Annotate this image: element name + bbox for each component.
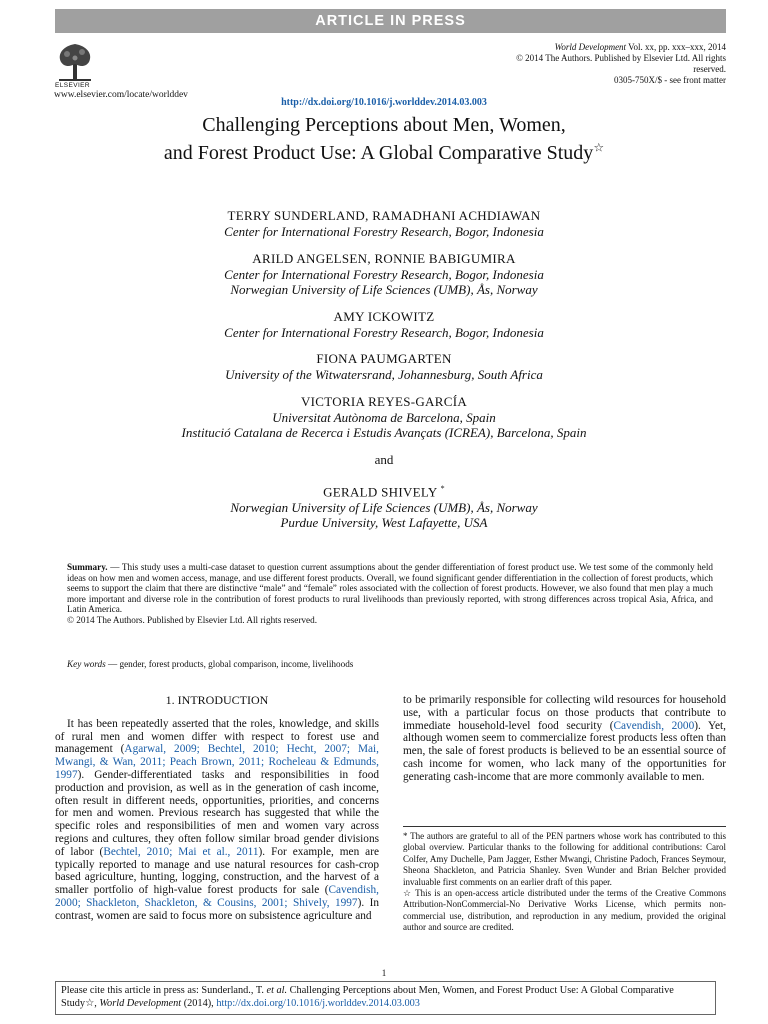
affiliation: Norwegian University of Life Sciences (UMB), Ås, Norway bbox=[230, 499, 538, 515]
citation-link[interactable]: Bechtel, 2010; Mai et al., 2011 bbox=[103, 845, 259, 858]
affiliation: Center for International Forestry Research, Bogor, Indonesia bbox=[224, 224, 544, 239]
citation-link[interactable]: Agarwal, 2009; Bechtel, 2010; Hecht, 2007; Mai, Mwangi, & Wan, 2011; Peach Brown, 2011; Rocheleau & Edmunds, 1997 bbox=[55, 743, 379, 781]
keywords bbox=[67, 659, 713, 669]
affiliation: Institució Catalana de Recerca i Estudis Avançats (ICREA), Barcelona, Spain bbox=[181, 425, 587, 440]
author-group bbox=[0, 394, 768, 441]
author-names: TERRY SUNDERLAND, RAMADHANI ACHDIAWAN bbox=[227, 208, 541, 223]
summary-text: — This study uses a multi-case dataset to question current assumptions about the gender differentiation of forest product use. We test some of the commonly held ideas on how men and women access, manage, and use different forest products. Overall, we found significant gender differentiation in the collection of forest products, which seems to support the claim that there are distinctive “male” and “female” roles associated with the collection of forest products. However, we also found that men play a much more important and diverse role in the contribution of forest products to rural livelihoods than previously reported, with strong differences across tropical Asia, Africa, and Latin America. bbox=[67, 562, 713, 614]
intro-paragraph-continued: to be primarily responsible for collecting wild resources for household use, with a particular focus on those products that contribute to immediate household-level food security (Cavendish, 2000). Yet, although women seem to commercialize forest products less often than men, the sale of forest products is believed to be an essential source of cash income for women, who lack many of the opportunities for generating cash-income that are more commonly available to men. bbox=[403, 694, 726, 783]
citation-link[interactable]: Cavendish, 2000 bbox=[613, 719, 695, 732]
citation-doi-link[interactable]: http://dx.doi.org/10.1016/j.worlddev.2014.03.003 bbox=[216, 998, 420, 1009]
affiliation: Norwegian University of Life Sciences (UMB), Ås, Norway bbox=[230, 282, 538, 297]
journal-volume: Vol. xx, pp. xxx–xxx, 2014 bbox=[626, 42, 726, 52]
corresponding-author-mark[interactable]: * bbox=[440, 483, 445, 493]
elsevier-tree-icon bbox=[53, 40, 97, 84]
doi-link[interactable]: http://dx.doi.org/10.1016/j.worlddev.2014.03.003 bbox=[281, 97, 487, 108]
body-column-left bbox=[55, 694, 379, 923]
keywords-label: Key words bbox=[67, 659, 106, 669]
issn-line: 0305-750X/$ - see front matter bbox=[614, 75, 726, 85]
copyright-line-2: reserved. bbox=[693, 64, 726, 74]
article-in-press-banner: ARTICLE IN PRESS bbox=[55, 9, 726, 33]
title-line-2: and Forest Product Use: A Global Comparative Study bbox=[163, 142, 594, 164]
intro-paragraph: It has been repeatedly asserted that the roles, knowledge, and skills of rural men and women differ with respect to forest use and management (Agarwal, 2009; Bechtel, 2010; Hecht, 2007; Mai, Mwangi, & Wan, 2011; Peach Brown, 2011; Rocheleau & Edmunds, 1997). Gender-differentiated tasks and responsibilities in food production and provision, as well as in the generation of cash income, often result in different needs, opportunities, priorities, and concerns for men and women. Previous research has suggested that while the specific roles and responsibilities of men and women vary across regions and cultures, they often follow similar broad gender divisions of labor (Bechtel, 2010; Mai et al., 2011). For example, men are typically reported to manage and use natural resources for cash-crop based agriculture, hunting, logging, construction, and the harvest of a smaller portfolio of high-value forest products for sale (Cavendish, 2000; Shackleton, Shackleton, & Cousins, 2001; Shively, 1997). In contrast, women are said to focus more on subsistence agriculture and bbox=[55, 717, 379, 922]
logo-label: ELSEVIER bbox=[55, 82, 90, 89]
author-group bbox=[0, 251, 768, 298]
and-separator: and bbox=[374, 451, 394, 467]
journal-meta bbox=[486, 42, 726, 86]
author-list bbox=[0, 208, 768, 542]
citation-link[interactable]: Cavendish, 2000; Shackleton, Shackleton, & Cousins, 2001; Shively, 1997 bbox=[55, 884, 379, 909]
keywords-text: — gender, forest products, global comparison, income, livelihoods bbox=[105, 659, 354, 669]
title-footnote-star[interactable]: ☆ bbox=[593, 140, 605, 155]
affiliation: University of the Witwatersrand, Johannesburg, South Africa bbox=[225, 367, 543, 382]
author-names: AMY ICKOWITZ bbox=[333, 308, 435, 324]
affiliation: Universitat Autònoma de Barcelona, Spain bbox=[272, 409, 496, 425]
body-column-right bbox=[403, 694, 726, 784]
affiliation: Center for International Forestry Research, Bogor, Indonesia bbox=[224, 324, 544, 340]
author-names: FIONA PAUMGARTEN bbox=[316, 351, 452, 366]
abstract bbox=[67, 562, 713, 625]
publisher-url-link[interactable]: www.elsevier.com/locate/worlddev bbox=[54, 90, 188, 100]
page-number: 1 bbox=[381, 968, 387, 978]
copyright-line: © 2014 The Authors. Published by Elsevier Ltd. All rights bbox=[516, 53, 726, 63]
author-names: ARILD ANGELSEN, RONNIE BABIGUMIRA bbox=[252, 250, 516, 266]
affiliation: Center for International Forestry Research, Bogor, Indonesia bbox=[224, 266, 544, 282]
author-names: GERALD SHIVELY bbox=[323, 483, 438, 499]
citation-box: Please cite this article in press as: Sunderland., T. et al. Challenging Perceptions about Men, Women, and Forest Product Use: A Global Comparative Study☆, World Development (2014), http://dx.doi.org/10.1016/j.worlddev.2014.03.003 bbox=[55, 981, 716, 1015]
author-group bbox=[0, 208, 768, 240]
footnote-acknowledgements: * The authors are grateful to all of the PEN partners whose work has contributed to this global overview. Particular thanks to the following for additional contributions: Carol Colfer, Amy Duchelle, Pam Jagger, Esther Mwangi, Christine Padoch, Frances Seymour, Sheona Shackleton, and Patricia Shanley. Sven Wunder and Brian Belcher provided invaluable first comments on an earlier draft of this paper. bbox=[403, 831, 726, 887]
author-group bbox=[0, 309, 768, 341]
section-heading: 1. INTRODUCTION bbox=[165, 693, 269, 707]
summary-copyright: © 2014 The Authors. Published by Elsevier Ltd. All rights reserved. bbox=[67, 614, 317, 625]
author-group bbox=[0, 481, 768, 531]
footnote-license: ☆ This is an open-access article distributed under the terms of the Creative Commons Attribution-NonCommercial-No Derivative Works License, which permits non-commercial use, distribution, and reproduction in any medium, provided the original author and source are credited. bbox=[403, 888, 726, 933]
journal-name: World Development bbox=[554, 42, 627, 52]
author-names: VICTORIA REYES-GARCÍA bbox=[300, 393, 468, 409]
title-line-1: Challenging Perceptions about Men, Women, bbox=[202, 114, 566, 136]
footnotes bbox=[403, 826, 726, 934]
author-group bbox=[0, 351, 768, 383]
paper-title bbox=[0, 111, 768, 167]
affiliation: Purdue University, West Lafayette, USA bbox=[280, 515, 488, 531]
summary-label: Summary. bbox=[67, 562, 108, 572]
